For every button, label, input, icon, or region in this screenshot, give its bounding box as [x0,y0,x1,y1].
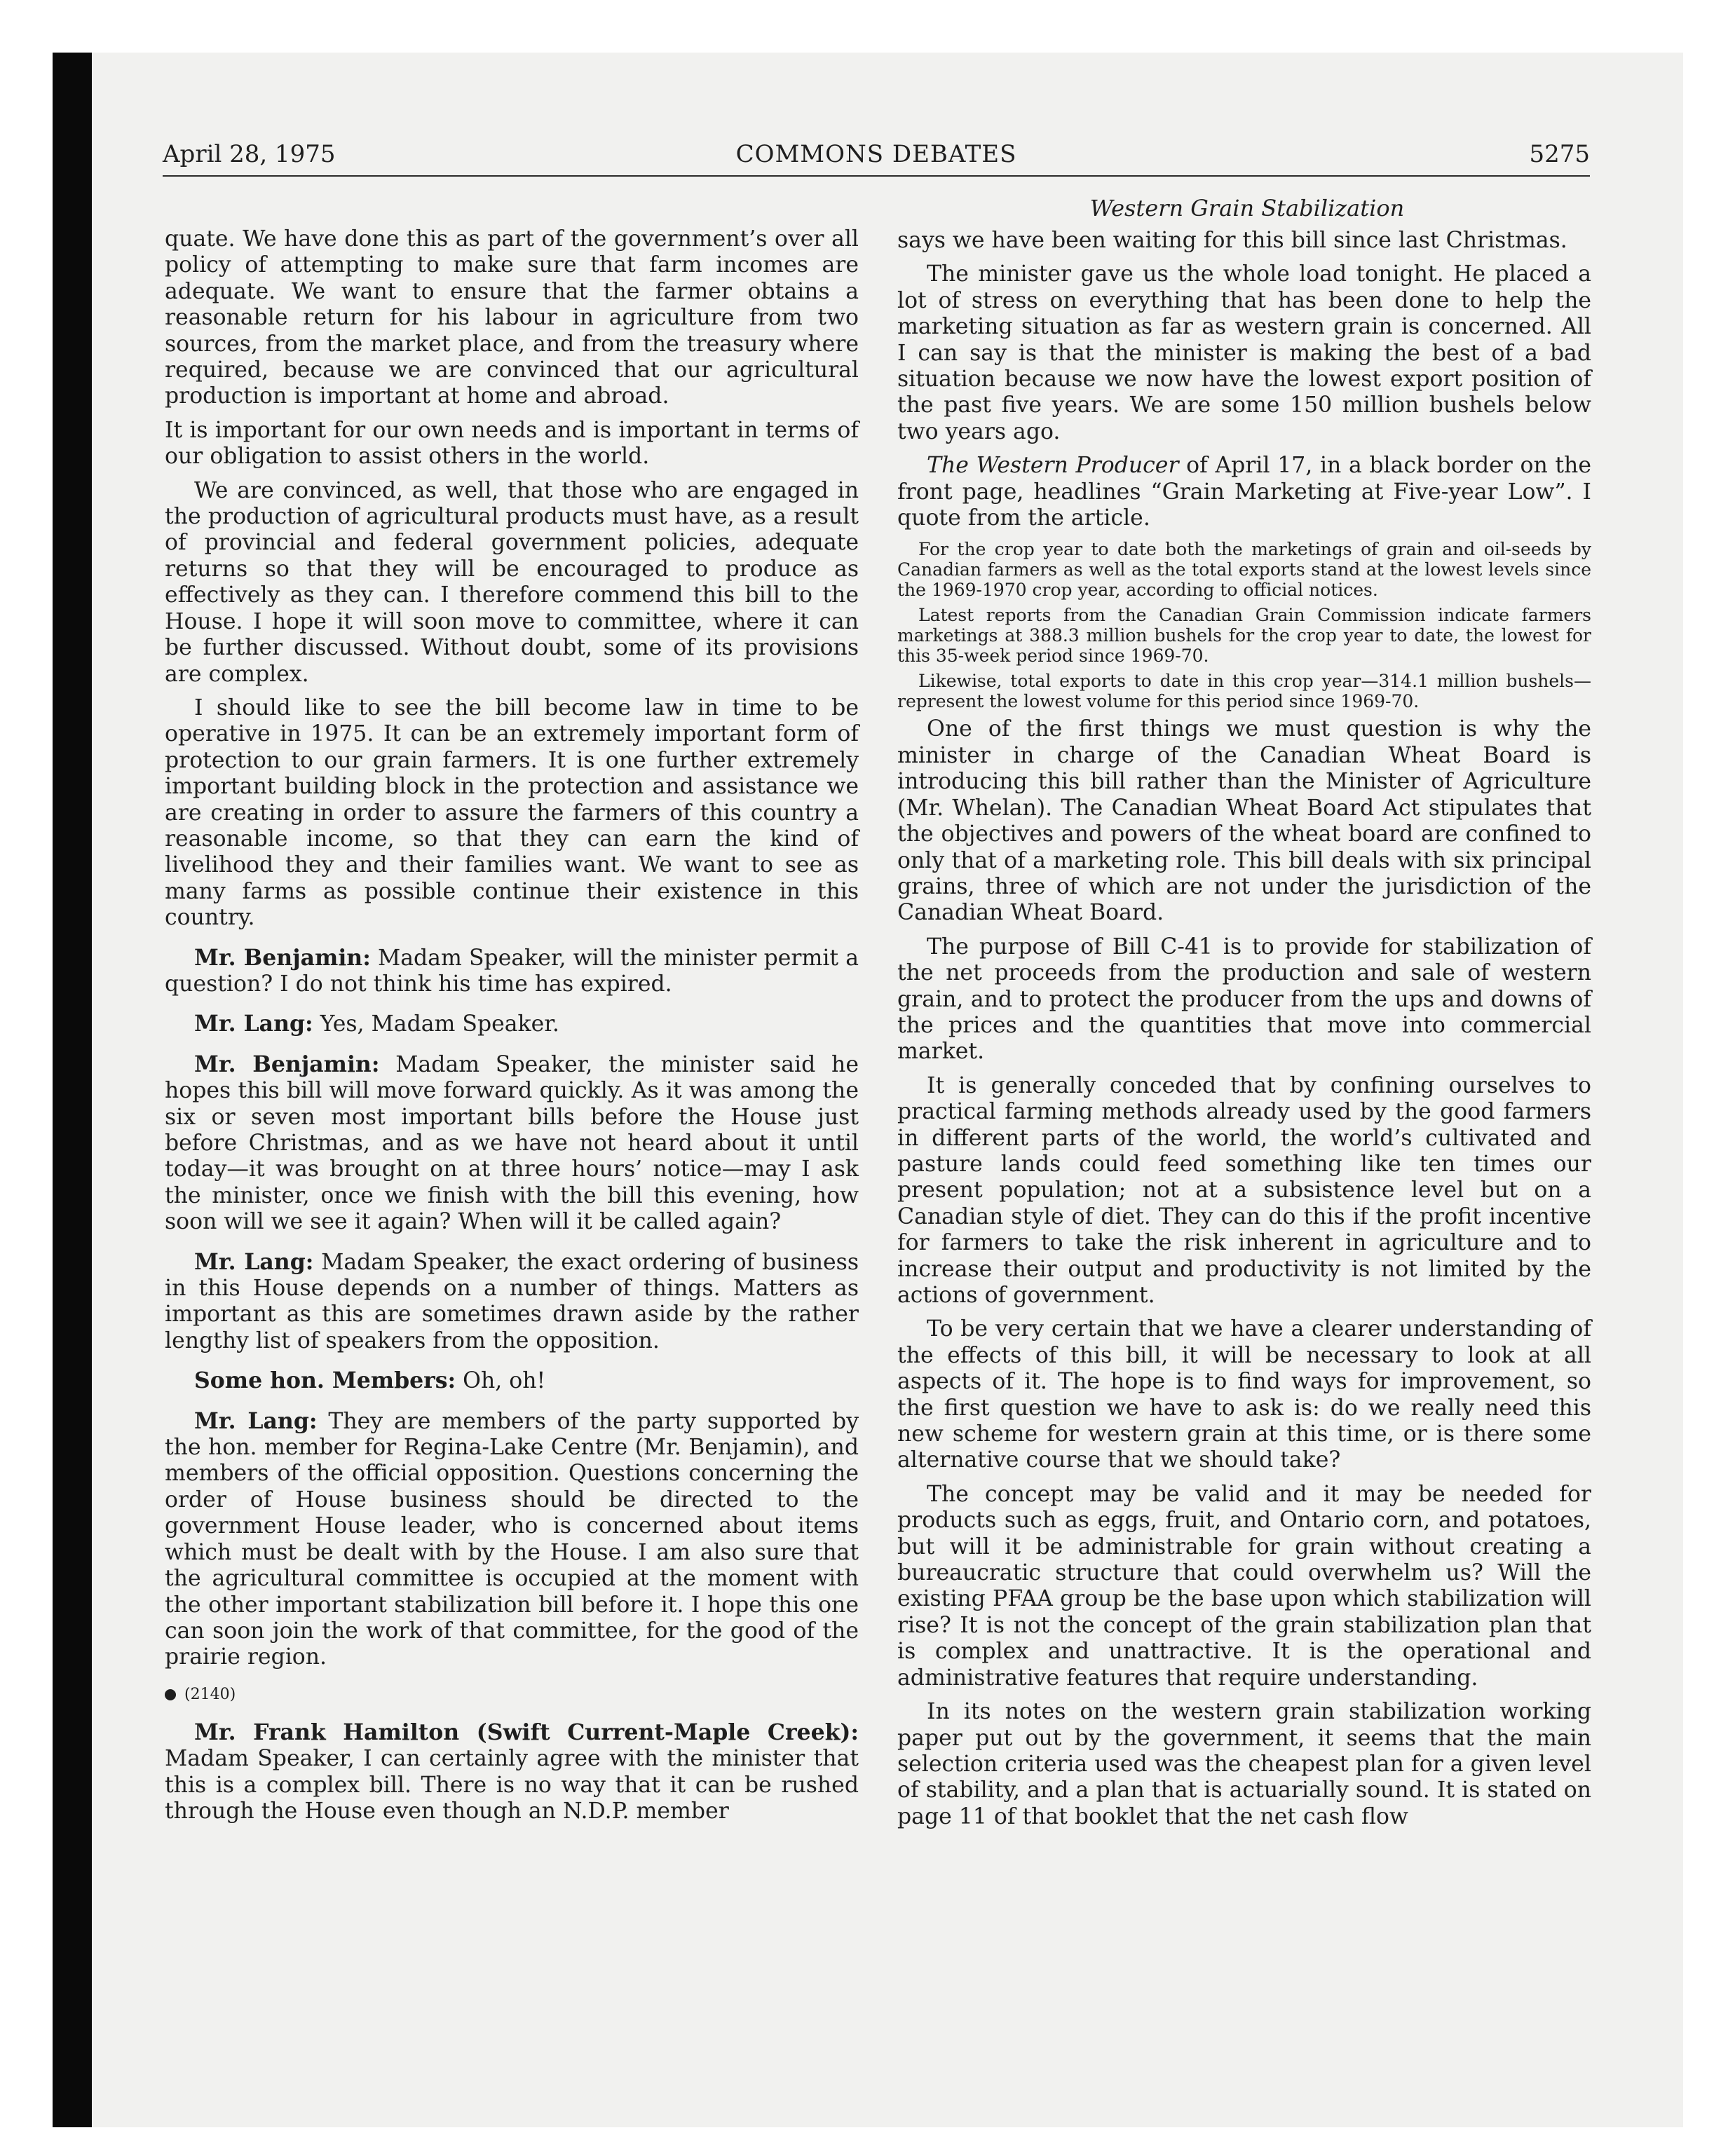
quotation: For the crop year to date both the marketings of grain and oil-seeds by Canadian farmers as well as the total exports stand at the lowest levels since the 1969-1970 crop year, according to official notices. [897,539,1591,601]
header-page-number: 5275 [1529,140,1590,168]
paragraph: In its notes on the western grain stabilization working paper put out by the government, it seems that the main selection criteria used was the cheapest plan for a given level of stability, and a plan that is actuarially sound. It is stated on page 11 of that booklet that the net cash flow [897,1699,1591,1829]
paragraph: We are convinced, as well, that those who are engaged in the production of agricultural products must have, as a result of provincial and federal government policies, adequate returns so that they will be encouraged to produce as effectively as they can. I therefore commend this bill to the House. I hope it will soon move to committee, where it can be further discussed. Without doubt, some of its provisions are complex. [165,477,859,687]
paragraph: The concept may be valid and it may be needed for products such as eggs, fruit, and Ontario corn, and potatoes, but will it be administrable for grain without creating a bureaucratic structure that could overwhelm us? Will the existing PFAA group be the base upon which stabilization will rise? It is not the concept of the grain stabilization plan that is complex and unattractive. It is the operational and administrative features that require understanding. [897,1481,1591,1691]
publication-name: The Western Producer [927,453,1179,479]
speaker-name: Mr. Frank Hamilton (Swift Current-Maple Creek): [194,1719,859,1745]
time-marker-text: (2140) [184,1685,236,1703]
header-date: April 28, 1975 [163,140,336,168]
time-marker [165,1684,859,1705]
paragraph: quate. We have done this as part of the government’s over all policy of attempting to make sure that farm incomes are adequate. We want to ensure that the farmer obtains a reasonable return for his labour in agriculture from two sources, from the market place, and from the treasury where required, because we are convinced that our agricultural production is important at home and abroad. [165,226,859,409]
paragraph: One of the first things we must question is why the minister in charge of the Canadian Wheat Board is introducing this bill rather than the Minister of Agriculture (Mr. Whelan). The Canadian Wheat Board Act stipulates that the objectives and powers of the wheat board are confined to only that of a marketing role. This bill deals with six principal grains, three of which are not under the jurisdiction of the Canadian Wheat Board. [897,716,1591,926]
bullet-icon [165,1689,176,1700]
speech [165,1367,859,1394]
speech [165,1051,859,1236]
speech-text: They are members of the party supported by the hon. member for Regina-Lake Centre (Mr. Benjamin), and members of the official opposition. Questions concerning the order of House business should be directed to the government House leader, who is concerned about items which must be dealt with by the House. I am also sure that the agricultural committee is occupied at the moment with the other important stabilization bill before it. I hope this one can soon join the work of that committee, for the good of the prairie region. [165,1408,859,1670]
quotation: Likewise, total exports to date in this crop year—314.1 million bushels—represent the lowest volume for this period since 1969-70. [897,671,1591,712]
paragraph: The minister gave us the whole load tonight. He placed a lot of stress on everything that has been done to help the marketing situation as far as western grain is concerned. All I can say is that the minister is making the best of a bad situation because we now have the lowest export position of the past five years. We are some 150 million bushels below two years ago. [897,261,1591,444]
paragraph: The purpose of Bill C-41 is to provide for stabilization of the net proceeds from the production and sale of western grain, and to protect the producer from the ups and downs of the prices and the quantities that move into commercial market. [897,934,1591,1065]
header-publication: COMMONS DEBATES [735,140,1017,168]
right-column [897,228,1591,1838]
speech [165,1719,859,1825]
page-header [163,140,1590,177]
paragraph-text: of April 17, in a black border on the front page, headlines “Grain Marketing at Five-year Low”. I quote from the article. [897,453,1591,531]
quotation: Latest reports from the Canadian Grain Commission indicate farmers marketings at 388.3 million bushels for the crop year to date, the lowest for this 35-week period since 1969-70. [897,605,1591,667]
scan-edge [53,53,92,2127]
paragraph: To be very certain that we have a clearer understanding of the effects of this bill, it will be necessary to look at all aspects of it. The hope is to find ways for improvement, so the first question we have to ask is: do we really need this new scheme for western grain at this time, or is there some alternative course that we should take? [897,1316,1591,1473]
speech-text: Yes, Madam Speaker. [320,1011,559,1037]
running-head: Western Grain Stabilization [1089,195,1405,221]
speaker-name: Mr. Lang: [194,1011,313,1037]
speech-text: Madam Speaker, I can certainly agree with the minister that this is a complex bill. There is no way that it can be rushed through the House even though an N.D.P. member [165,1746,859,1824]
paragraph [897,453,1591,531]
speaker-name: Mr. Benjamin: [194,1051,380,1077]
speaker-name: Mr. Benjamin: [194,944,371,971]
speech [165,1011,859,1037]
speech-text: Madam Speaker, will the minister permit a question? I do not think his time has expired. [165,945,859,997]
speech [165,945,859,998]
speech-text: Madam Speaker, the minister said he hopes this bill will move forward quickly. As it was among the six or seven most important bills before the House just before Christmas, and as we have not heard about it until today—it was brought on at three hours’ notice—may I ask the minister, once we finish with the bill this evening, how soon will we see it again? When will it be called again? [165,1051,859,1235]
speaker-name: Some hon. Members: [194,1367,456,1394]
paragraph: says we have been waiting for this bill since last Christmas. [897,228,1567,253]
speaker-name: Mr. Lang: [194,1407,318,1434]
paragraph: It is generally conceded that by confining ourselves to practical farming methods already used by the good farmers in different parts of the world, the world’s cultivated and pasture lands could feed something like ten times our present population; not at a subsistence level but on a Canadian style of diet. They can do this if the profit incentive for farmers to take the risk inherent in agriculture and to increase their output and productivity is not limited by the actions of government. [897,1072,1591,1308]
left-column [165,226,859,1838]
paragraph: It is important for our own needs and is important in terms of our obligation to assist others in the world. [165,417,859,470]
speech-text: Oh, oh! [463,1368,546,1394]
paragraph: I should like to see the bill become law in time to be operative in 1975. It can be an extremely important form of protection to our grain farmers. It is one further extremely important building block in the protection and assistance we are creating in order to assure the farmers of this country a reasonable income, so that they can earn the kind of livelihood they and their families want. We want to see as many farms as possible continue their existence in this country. [165,695,859,931]
speech-text: Madam Speaker, the exact ordering of business in this House depends on a number of things. Matters as important as this are sometimes drawn aside by the rather lengthy list of speakers from the opposition. [165,1249,859,1353]
speaker-name: Mr. Lang: [194,1248,314,1275]
speech [165,1408,859,1671]
speech [165,1249,859,1355]
